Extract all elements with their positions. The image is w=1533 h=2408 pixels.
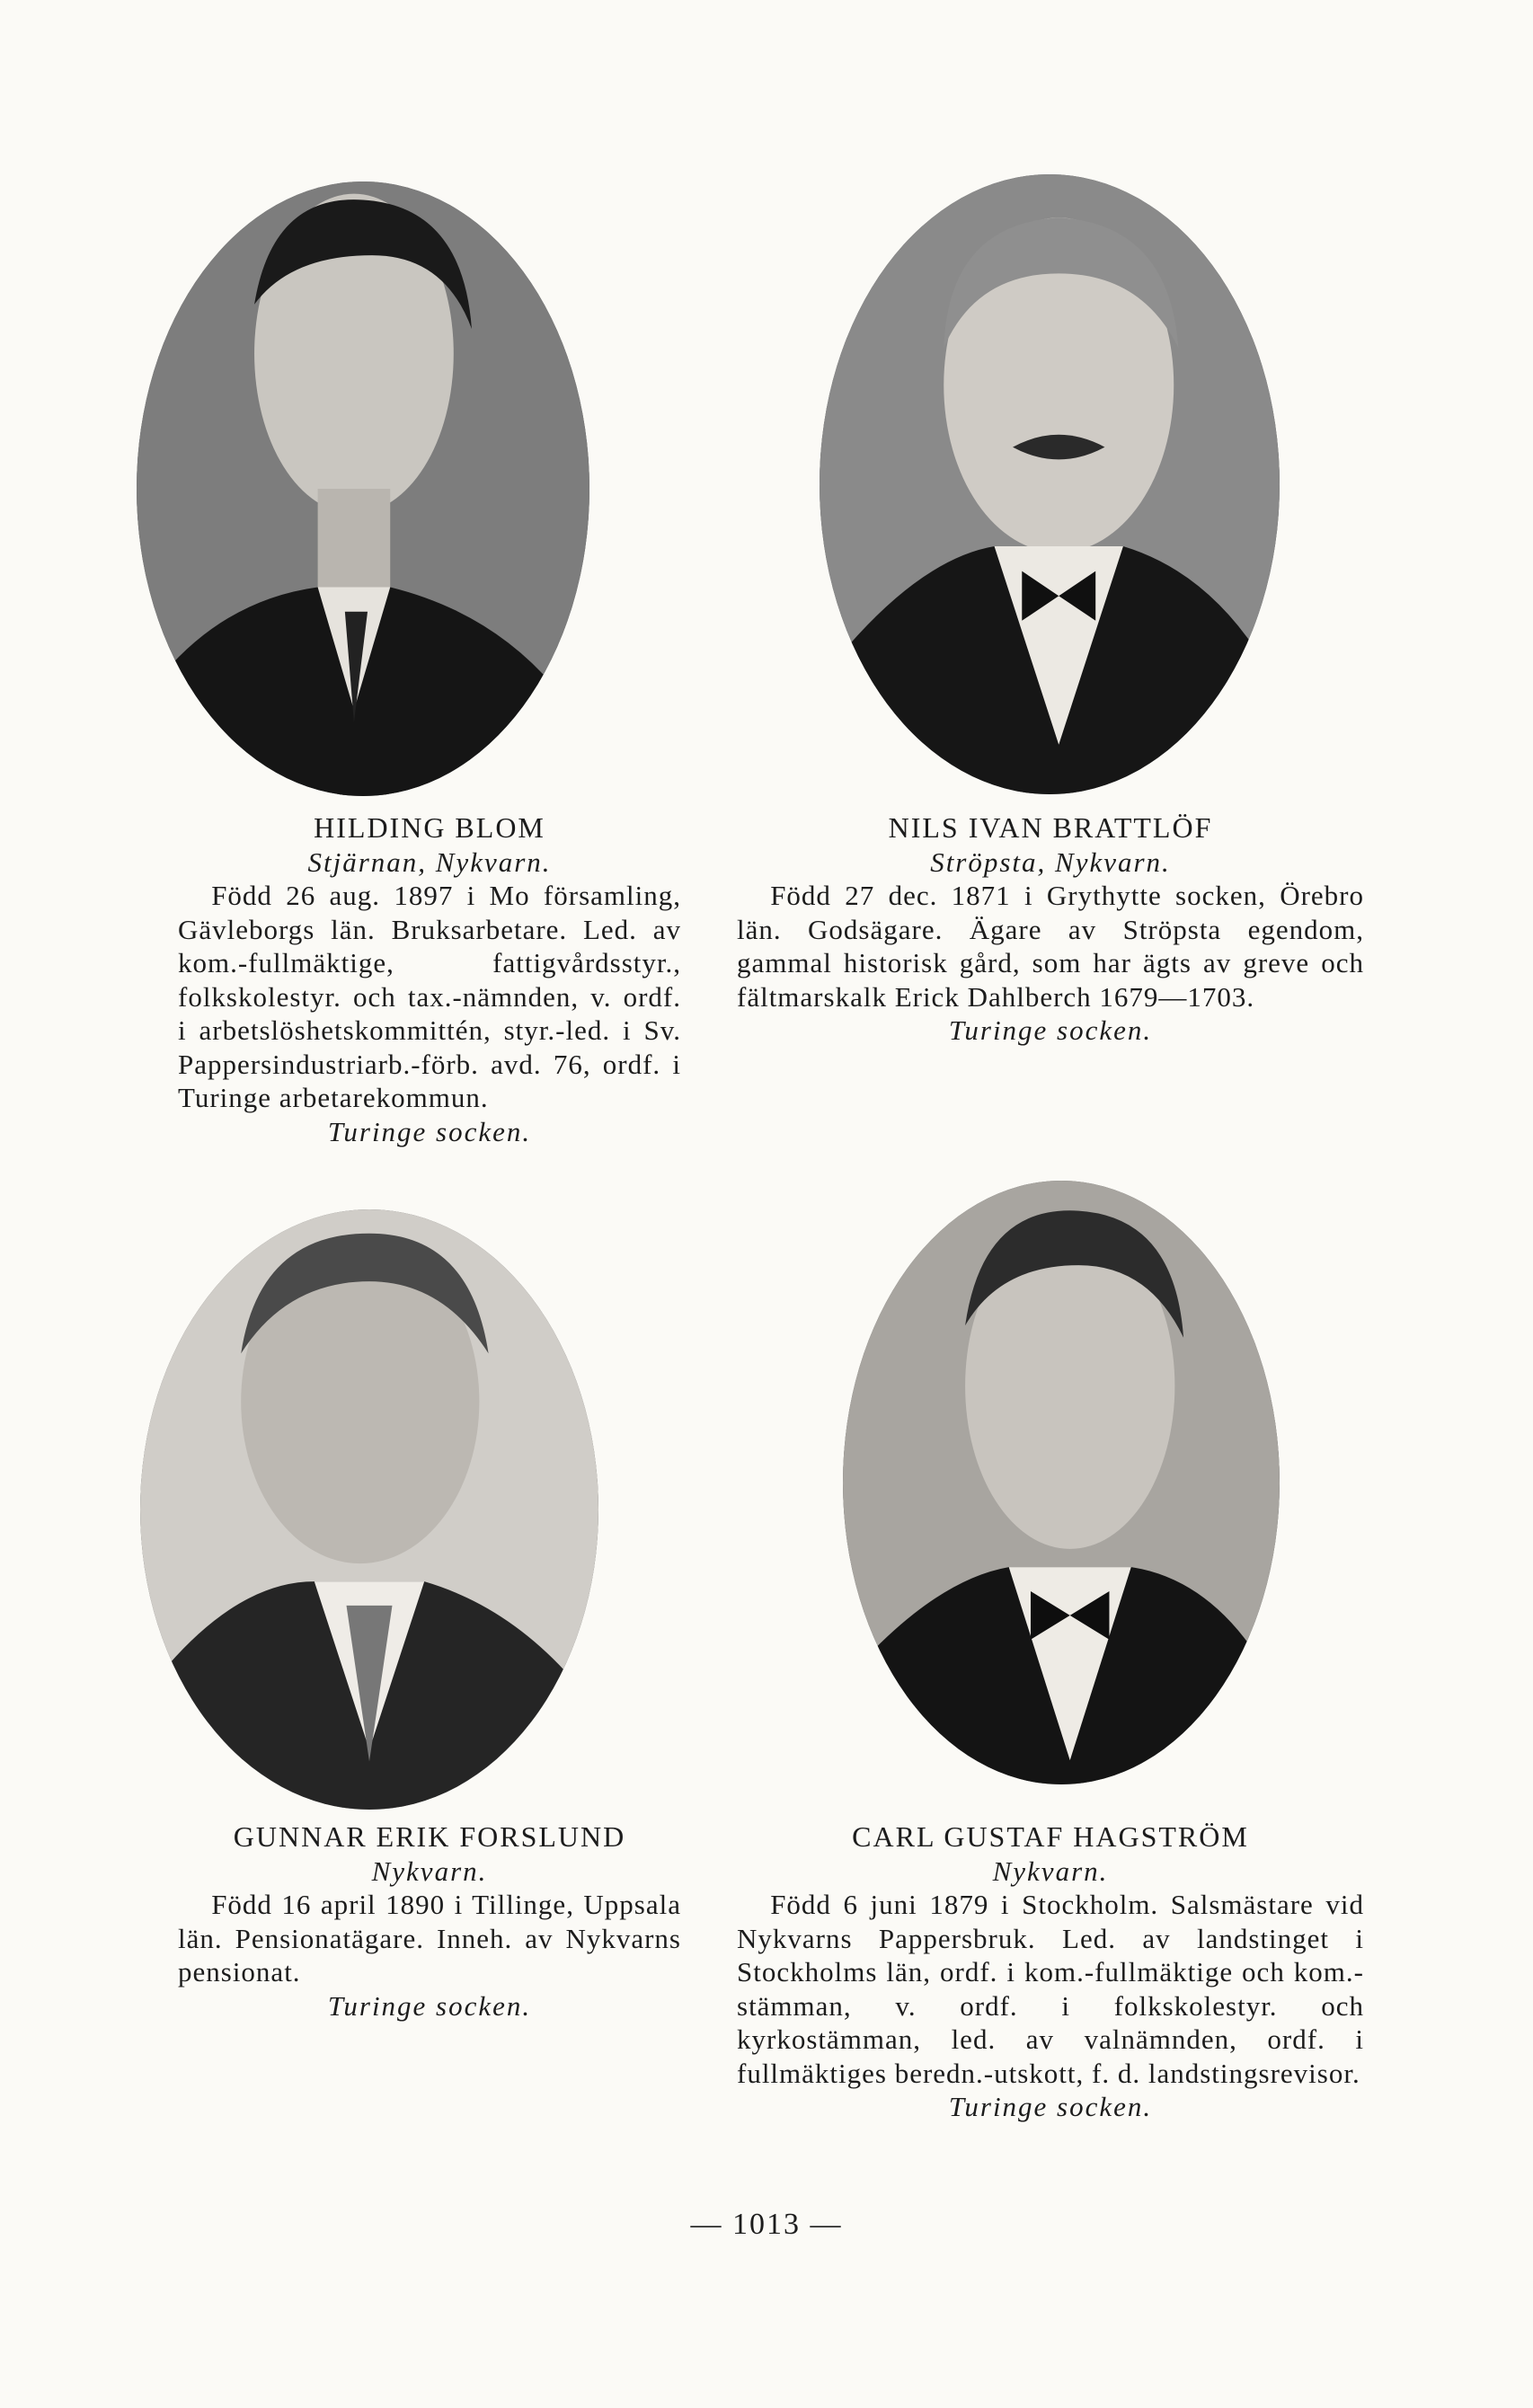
- portrait-photo-nils-ivan-brattlof: [820, 174, 1280, 794]
- biography-entry-3: [178, 1820, 681, 2023]
- person-residence: Stjärnan, Nykvarn.: [307, 845, 552, 878]
- portrait-photo-gunnar-erik-forslund: [140, 1209, 598, 1810]
- parish-label: Turinge socken.: [327, 1989, 532, 2022]
- man-portrait-icon: [137, 181, 589, 796]
- person-biography: Född 6 juni 1879 i Stockholm. Salsmästare vid Nykvarns Pappersbruk. Led. av landstinget i Stockholms län, ordf. i kom.-fullmäktige och kom.-stämman, v. ordf. i folkskolestyr. och kyrkostämman, led. av valnämnden, ordf. i fullmäktiges beredn.-utskott, f. d. landstingsrevisor.: [737, 1889, 1364, 2089]
- man-portrait-icon: [140, 1209, 598, 1810]
- portrait-photo-carl-gustaf-hagstrom: [843, 1181, 1280, 1784]
- portrait-photo-hilding-blom: [137, 181, 589, 796]
- man-portrait-icon: [820, 174, 1280, 794]
- person-biography: Född 16 april 1890 i Tillinge, Uppsala län. Pensionatägare. Inneh. av Nykvarns pensionat.: [178, 1889, 681, 1987]
- parish-label: Turinge socken.: [327, 1115, 532, 1147]
- person-name: NILS IVAN BRATTLÖF: [888, 811, 1213, 844]
- page-number: — 1013 —: [690, 2208, 843, 2241]
- biography-entry-1: [178, 811, 681, 1148]
- person-name: GUNNAR ERIK FORSLUND: [233, 1820, 626, 1853]
- biography-entry-4: [737, 1820, 1364, 2124]
- biography-entry-2: [737, 811, 1364, 1048]
- man-portrait-icon: [843, 1181, 1280, 1784]
- person-residence: Ströpsta, Nykvarn.: [930, 845, 1171, 878]
- person-residence: Nykvarn.: [371, 1855, 488, 1887]
- person-biography: Född 27 dec. 1871 i Grythytte socken, Örebro län. Godsägare. Ägare av Ströpsta egendom, gammal historisk gård, som har ägts av greve och fältmarskalk Erick Dahlberch 1679—1703.: [737, 880, 1364, 1013]
- person-name: CARL GUSTAF HAGSTRÖM: [852, 1820, 1249, 1853]
- person-name: HILDING BLOM: [314, 811, 545, 844]
- parish-label: Turinge socken.: [948, 2091, 1153, 2122]
- person-biography: Född 26 aug. 1897 i Mo församling, Gävleborgs län. Bruksarbetare. Led. av kom.-fullmäktige, fattigvårdsstyr., folkskolestyr. och tax.-nämnden, v. ordf. i arbetslöshetskommittén, styr.-led. i Sv. Pappersindustriarb.-förb. avd. 76, ordf. i Turinge arbetarekommun.: [178, 880, 681, 1113]
- person-residence: Nykvarn.: [992, 1855, 1109, 1887]
- parish-label: Turinge socken.: [948, 1014, 1153, 1046]
